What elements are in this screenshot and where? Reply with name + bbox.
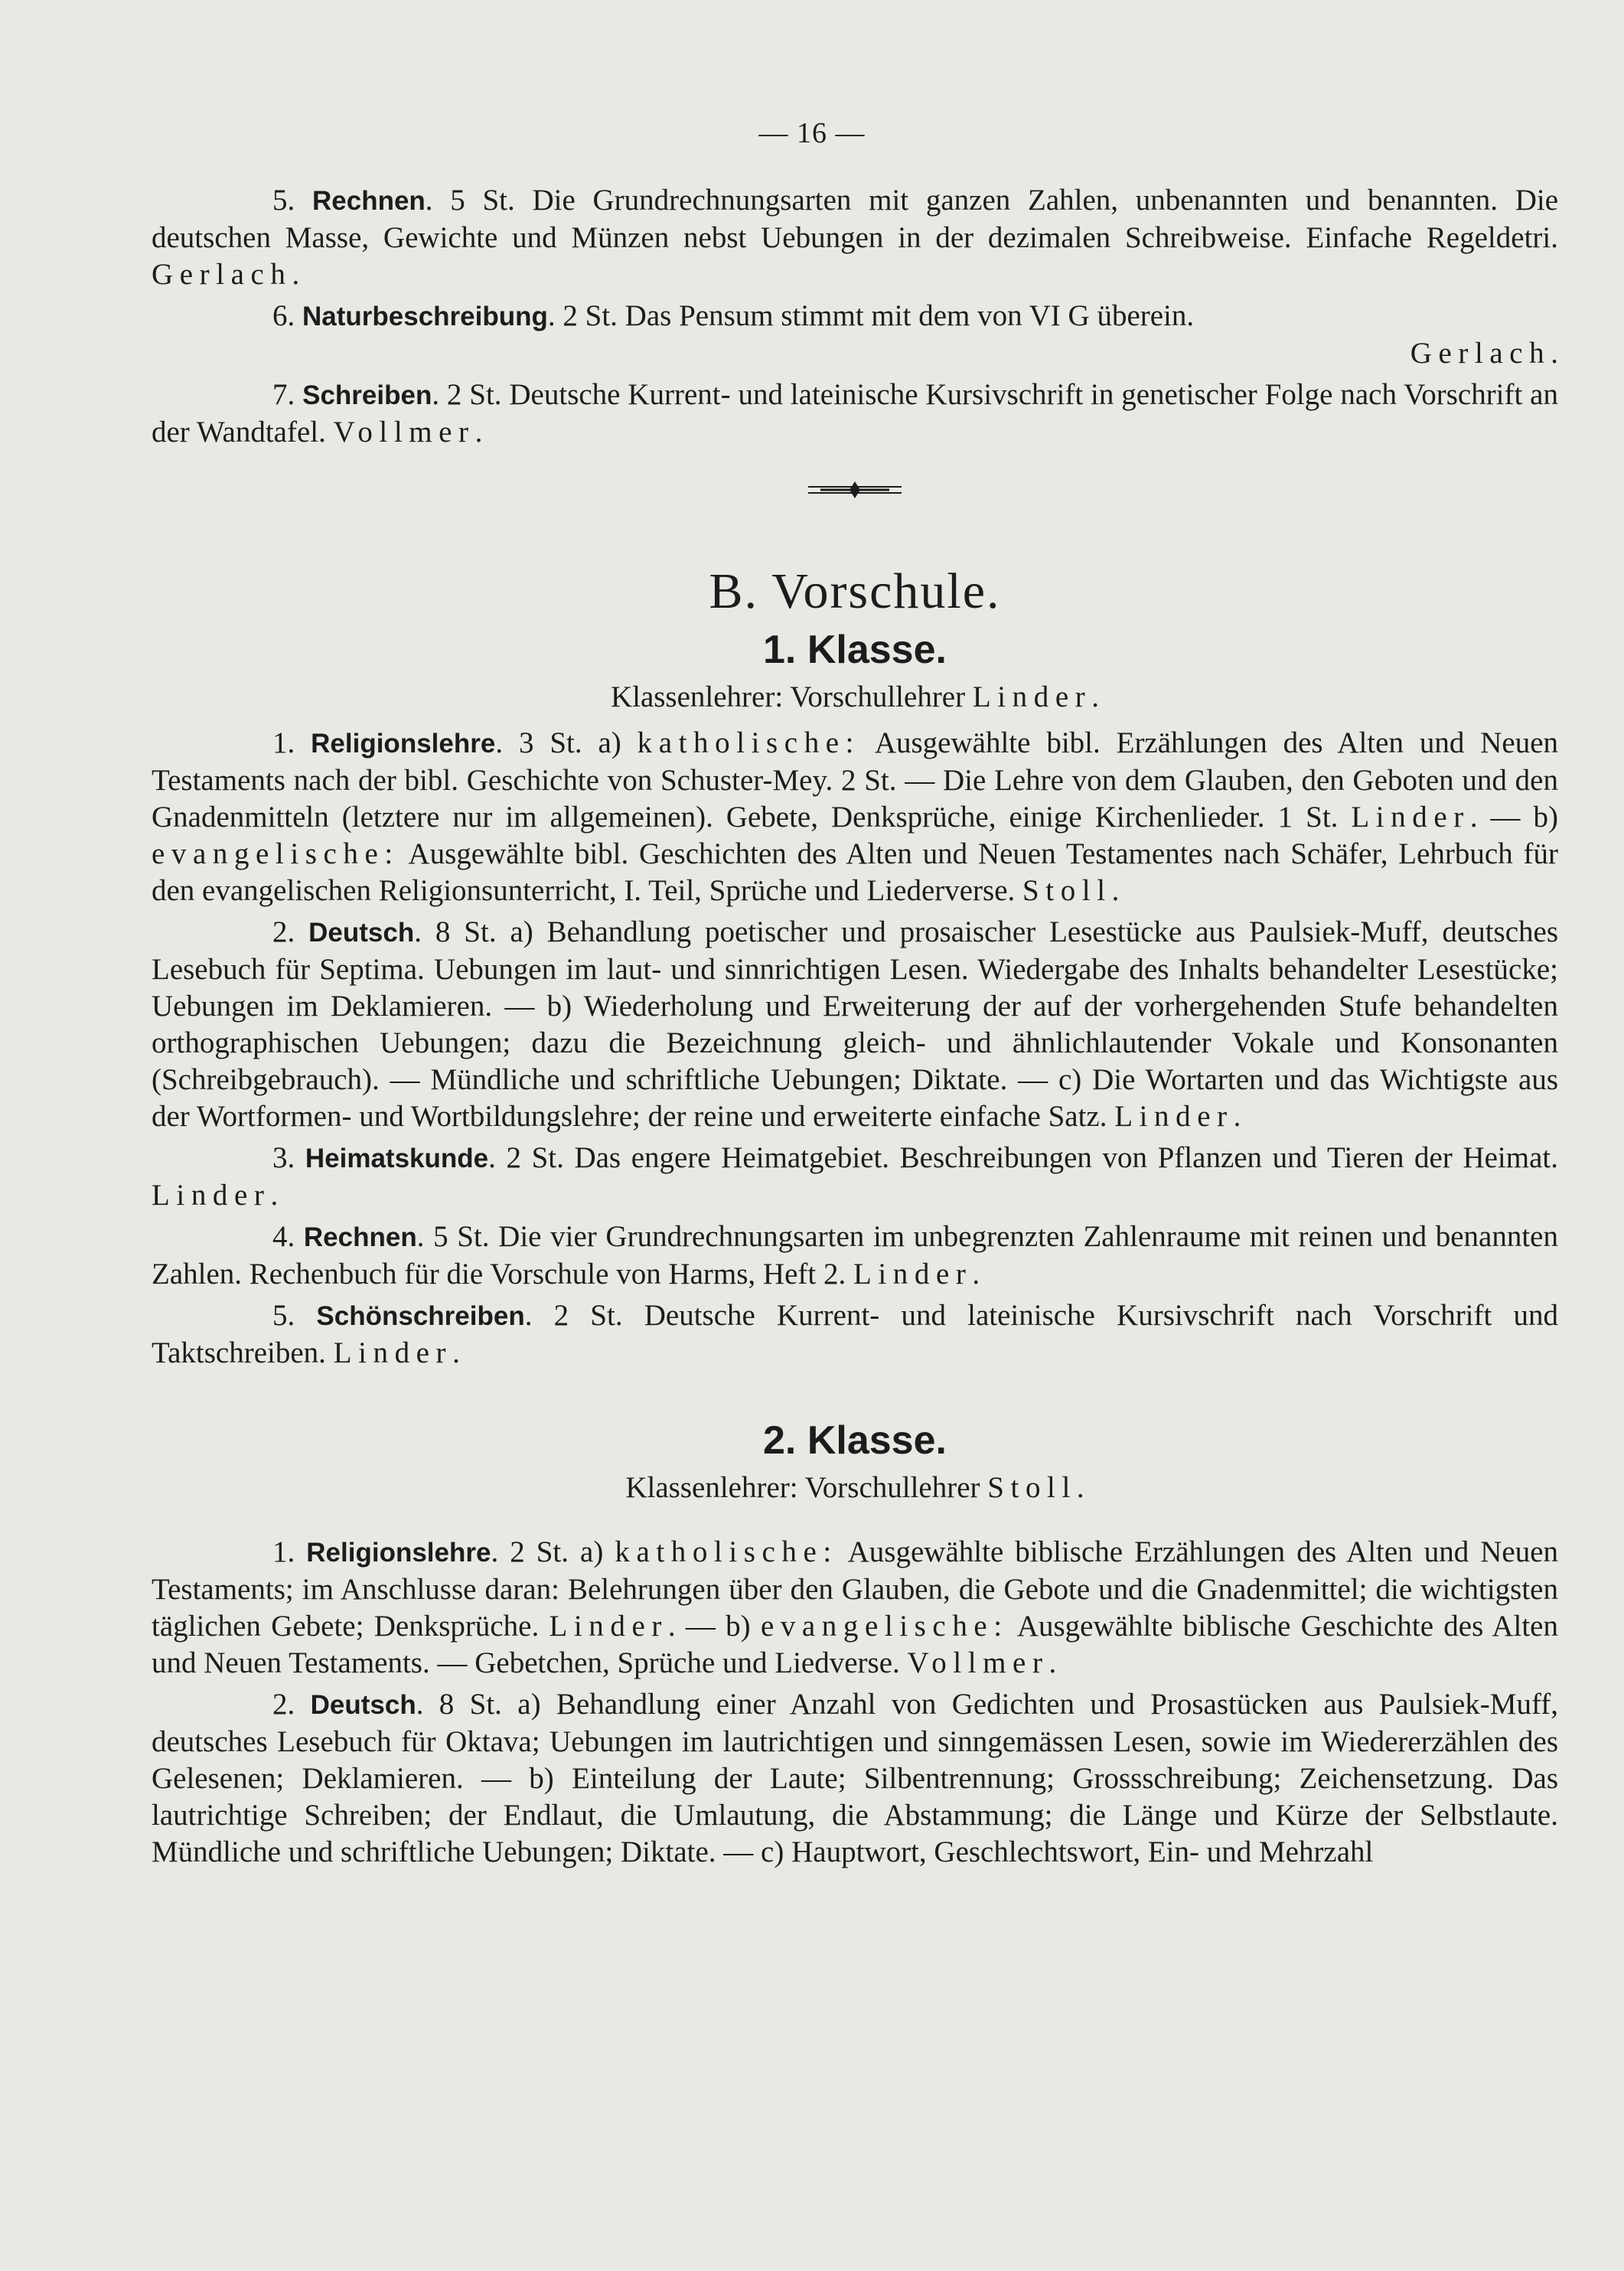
subject-title: Rechnen xyxy=(311,186,426,216)
subject-title: Naturbeschreibung xyxy=(302,302,548,331)
subject-title: Religionslehre xyxy=(311,729,496,759)
class-teacher-line: Klassenlehrer: Vorschullehrer Linder. xyxy=(610,680,1100,713)
teacher-name: Linder xyxy=(853,1258,973,1290)
teacher-name: Gerlach xyxy=(1410,337,1551,370)
section-heading-vorschule: B. Vorschule. xyxy=(709,563,1001,619)
denomination-label: evangelische: xyxy=(760,1610,1009,1643)
subject-schoenschreiben: 5. Schönschreiben. 2 St. Deutsche Kurrent- und lateinische Kursivschrift nach Vorschrift und Taktschreiben. Linder. xyxy=(152,1299,1559,1369)
teacher-name: Stoll xyxy=(987,1471,1077,1504)
teacher-name: Linder xyxy=(1114,1100,1234,1133)
class-heading-2: 2. Klasse. xyxy=(763,1418,947,1463)
subject-title: Religionslehre xyxy=(306,1538,491,1568)
denomination-label: katholische: xyxy=(615,1535,838,1568)
subject-title: Heimatskunde xyxy=(305,1144,489,1173)
teacher-name: Linder xyxy=(1351,801,1470,834)
subject-rechnen: 5. Rechnen. 5 St. Die Grundrechnungsarten mit ganzen Zahlen, unbenannten und benannten. Die deutschen Masse, Gewichte und Münzen nebst Uebungen in der dezimalen Schreibweise. Einfache Regeldetri. Gerlach. xyxy=(152,184,1559,291)
subject-religionslehre: 1. Religionslehre. 2 St. a) katholische: Ausgewählte biblische Erzählungen des Alten und Neuen Testaments; im Anschlusse daran: Belehrungen über den Glauben, die Gebote und die Gnadenmittel; die wichtigsten täglichen Gebete; Denksprüche. Linder. — b) evangelische: Ausgewählte biblische Geschichte des Alten und Neuen Testaments. — Gebetchen, Sprüche und Liedverse. Vollmer. xyxy=(152,1535,1559,1679)
teacher-name: Linder xyxy=(333,1336,453,1369)
teacher-name: Stoll xyxy=(1022,874,1112,907)
teacher-name: Vollmer xyxy=(907,1646,1049,1679)
teacher-name: Vollmer xyxy=(333,416,475,449)
class-heading-1: 1. Klasse. xyxy=(763,628,947,672)
subject-naturbeschreibung: 6. Naturbeschreibung. 2 St. Das Pensum stimmt mit dem von VI G überein. xyxy=(272,299,1195,332)
teacher-line: Gerlach. xyxy=(1410,337,1558,370)
subject-deutsch: 2. Deutsch. 8 St. a) Behandlung einer Anzahl von Gedichten und Prosastücken aus Paulsiek-Muff, deutsches Lesebuch für Oktava; Uebungen im lautrichtigen und sinngemässen Lesen, sowie im Wiedererzählen des Gelesenen; Deklamieren. — b) Einteilung der Laute; Silbentrennung; Grossschreibung; Zeichensetzung. Das lautrichtige Schreiben; der Endlaut, die Umlautung, die Abstammung; die Länge und Kürze der Selbstlaute. Mündliche und schriftliche Uebungen; Diktate. — c) Hauptwort, Geschlechtswort, Ein- und Mehrzahl xyxy=(152,1688,1558,1868)
subject-rechnen: 4. Rechnen. 5 St. Die vier Grundrechnungsarten im unbegrenzten Zahlenraume mit reinen und benannten Zahlen. Rechenbuch für die Vorschule von Harms, Heft 2. Linder. xyxy=(152,1220,1558,1290)
teacher-name: Linder xyxy=(549,1610,668,1643)
denomination-label: evangelische: xyxy=(152,837,399,870)
class-teacher-line: Klassenlehrer: Vorschullehrer Stoll. xyxy=(625,1471,1084,1504)
teacher-name: Gerlach xyxy=(152,258,292,291)
subject-title: Rechnen xyxy=(303,1222,417,1252)
ornament-icon xyxy=(805,478,905,501)
teacher-name: Linder xyxy=(972,680,1092,713)
page-body xyxy=(152,182,1558,1875)
teacher-name: Linder xyxy=(152,1179,271,1212)
subject-title: Deutsch xyxy=(310,1690,416,1720)
subject-title: Schönschreiben xyxy=(316,1301,525,1331)
subject-heimatskunde: 3. Heimatskunde. 2 St. Das engere Heimatgebiet. Beschreibungen von Pflanzen und Tieren der Heimat. Linder. xyxy=(152,1141,1559,1212)
subject-religionslehre: 1. Religionslehre. 3 St. a) katholische: Ausgewählte bibl. Erzählungen des Alten und Neuen Testaments nach der bibl. Geschichte von Schuster-Mey. 2 St. — Die Lehre von dem Glauben, den Geboten und den Gnadenmitteln (letztere nur im allgemeinen). Gebete, Denksprüche, einige Kirchenlieder. 1 St. Linder. — b) evangelische: Ausgewählte bibl. Geschichten des Alten und Neuen Testamentes nach Schäfer, Lehrbuch für den evangelischen Religionsunterricht, I. Teil, Sprüche und Liederverse. Stoll. xyxy=(152,726,1559,907)
denomination-label: katholische: xyxy=(637,726,861,759)
page-number: — 16 — xyxy=(758,117,866,149)
subject-schreiben: 7. Schreiben. 2 St. Deutsche Kurrent- und lateinische Kursivschrift in genetischer Folge nach Vorschrift an der Wandtafel. Vollmer. xyxy=(152,378,1558,449)
subject-deutsch: 2. Deutsch. 8 St. a) Behandlung poetischer und prosaischer Lesestücke aus Paulsiek-Muff, deutsches Lesebuch für Septima. Uebungen im laut- und sinnrichtigen Lesen. Wiedergabe des Inhalts behandelter Lesestücke; Uebungen im Deklamieren. — b) Wiederholung und Erweiterung der auf der vorhergehenden Stufe behandelten orthographischen Uebungen; dazu die Bezeichnung gleich- und ähnlichlautender Vokale und Konsonanten (Schreibgebrauch). — Mündliche und schriftliche Uebungen; Diktate. — c) Die Wortarten und das Wichtigste aus der Wortformen- und Wortbildungslehre; der reine und erweiterte einfache Satz. Linder. xyxy=(152,915,1559,1133)
subject-title: Deutsch xyxy=(308,918,415,948)
subject-title: Schreiben xyxy=(302,380,432,410)
section-divider-ornament xyxy=(152,474,1558,511)
